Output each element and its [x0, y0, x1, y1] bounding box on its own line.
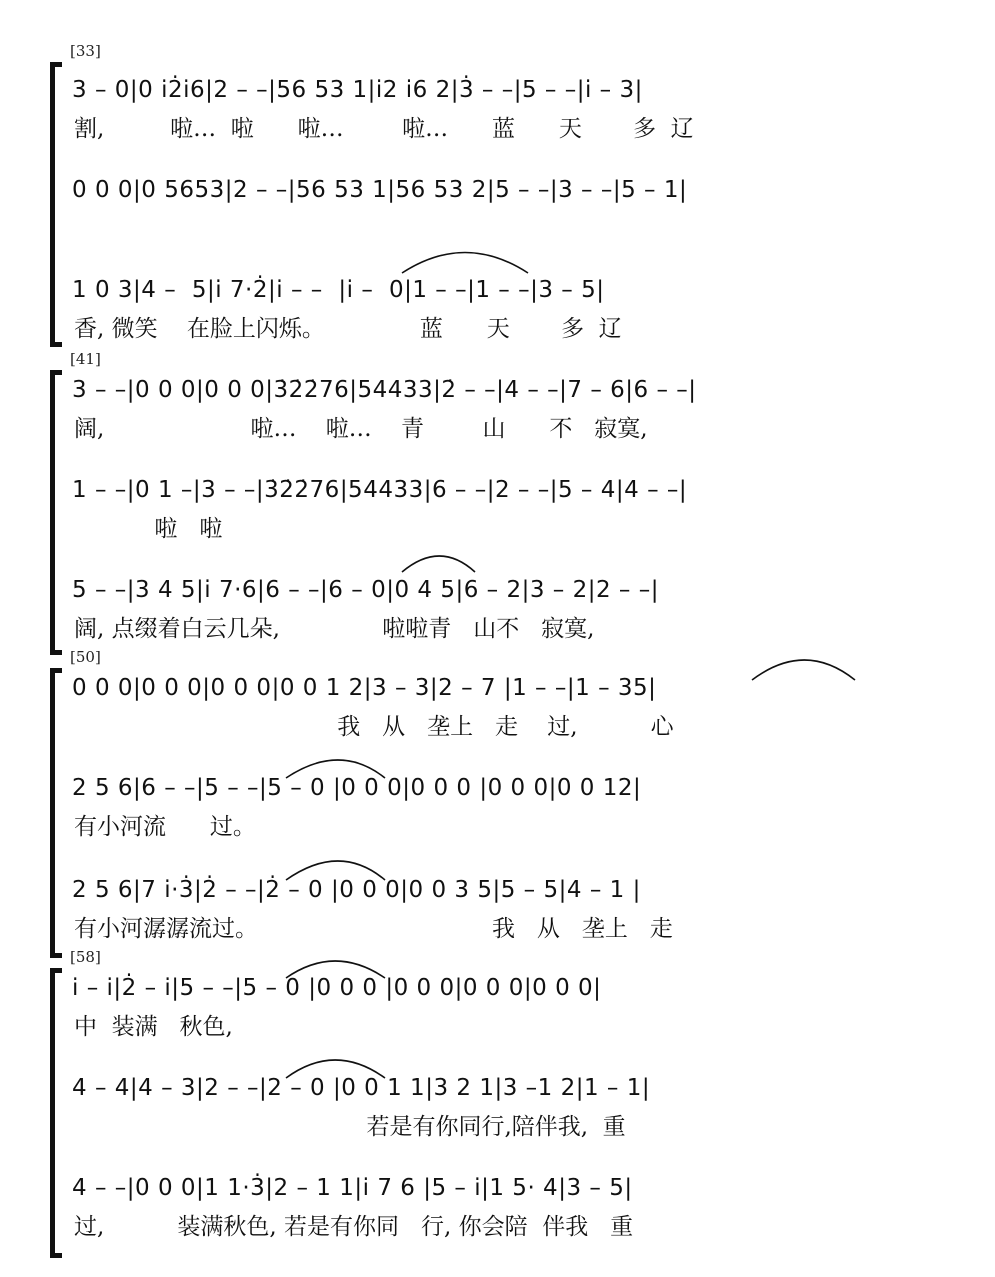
notes-line: 4 – 4|4 – 3|2 – –|2 – 0 |0 0 1 1|3 2 1|3 –1 2|1 – 1| — [72, 1075, 651, 1101]
lyrics-line: 啦 啦 — [74, 516, 223, 542]
lyrics-line: 割, 啦… 啦 啦… 啦… 蓝 天 多 辽 — [74, 116, 694, 142]
lyrics-line: 香, 微笑 在脸上闪烁。 蓝 天 多 辽 — [74, 316, 622, 342]
lyrics-line: 若是有你同行,陪伴我, 重 — [74, 1114, 626, 1140]
lyrics-line: 我 从 垄上 走 过, 心 — [74, 714, 674, 740]
system-brace — [50, 668, 69, 958]
notes-line: 4 – –|0 0 0|1 1·3̇|2 – 1 1|i̇ 7 6 |5 – i̇|1 5· 4|3 – 5| — [72, 1175, 633, 1201]
lyrics-line: 阔, 啦… 啦… 青 山 不 寂寞, — [74, 416, 648, 442]
lyrics-line: 中 装满 秋色, — [74, 1014, 233, 1040]
notes-line: 2 5 6|6 – –|5 – –|5 – 0 |0 0 0|0 0 0 |0 0 0|0 0 12| — [72, 775, 642, 801]
lyrics-line: 有小河潺潺流过。 我 从 垄上 走 — [74, 916, 673, 942]
notes-line: 0 0 0|0 0 0|0 0 0|0 0 1 2|3 – 3|2 – 7 |1 – –|1 – 35| — [72, 675, 657, 701]
notes-line: i̇ – i̇|2̇ – i̇|5 – –|5 – 0 |0 0 0 |0 0 0|0 0 0|0 0 0| — [72, 975, 602, 1001]
notes-line: 0 0 0|0 5653|2 – –|56 53 1|56 53 2|5 – –|3 – –|5 – 1| — [72, 177, 688, 203]
measure-number: [33] — [70, 42, 101, 60]
lyrics-line: 阔, 点缀着白云几朵, 啦啦青 山不 寂寞, — [74, 616, 595, 642]
system-brace — [50, 370, 69, 655]
notes-line: 3 – –|0 0 0|0 0 0|3̇2̇2̇76|54433|2̇ – –|4 – –|7 – 6|6 – –| — [72, 377, 697, 403]
notes-line: 5 – –|3 4 5|i̇ 7·6|6 – –|6 – 0|0 4 5|6 – 2|3 – 2|2 – –| — [72, 577, 659, 603]
lyrics-line: 有小河流 过。 — [74, 814, 256, 840]
notes-line: 2 5 6|7 i̇·3̇|2̇ – –|2̇ – 0 |0 0 0|0 0 3 5|5 – 5|4 – 1 | — [72, 877, 641, 903]
notes-line: 1 0 3|4 – 5|i̇ 7·2̇|i̇ – – |i̇ – 0|1 – –|1 – –|3 – 5| — [72, 277, 605, 303]
notes-line: 1 – –|0 1 –|3 – –|3̇2̇2̇76|54433|6 – –|2 – –|5 – 4|4 – –| — [72, 477, 688, 503]
notes-line: 3 – 0|0 i̇2̇i̇6|2 – –|56 53 1|i̇2 i̇6 2|3̇ – –|5 – –|i̇ – 3| — [72, 77, 643, 103]
measure-number: [50] — [70, 648, 101, 666]
system-brace — [50, 968, 69, 1258]
measure-number: [58] — [70, 948, 101, 966]
measure-number: [41] — [70, 350, 101, 368]
lyrics-line — [74, 212, 954, 246]
lyrics-line: 过, 装满秋色, 若是有你同 行, 你会陪 伴我 重 — [74, 1214, 634, 1240]
system-brace — [50, 62, 69, 347]
